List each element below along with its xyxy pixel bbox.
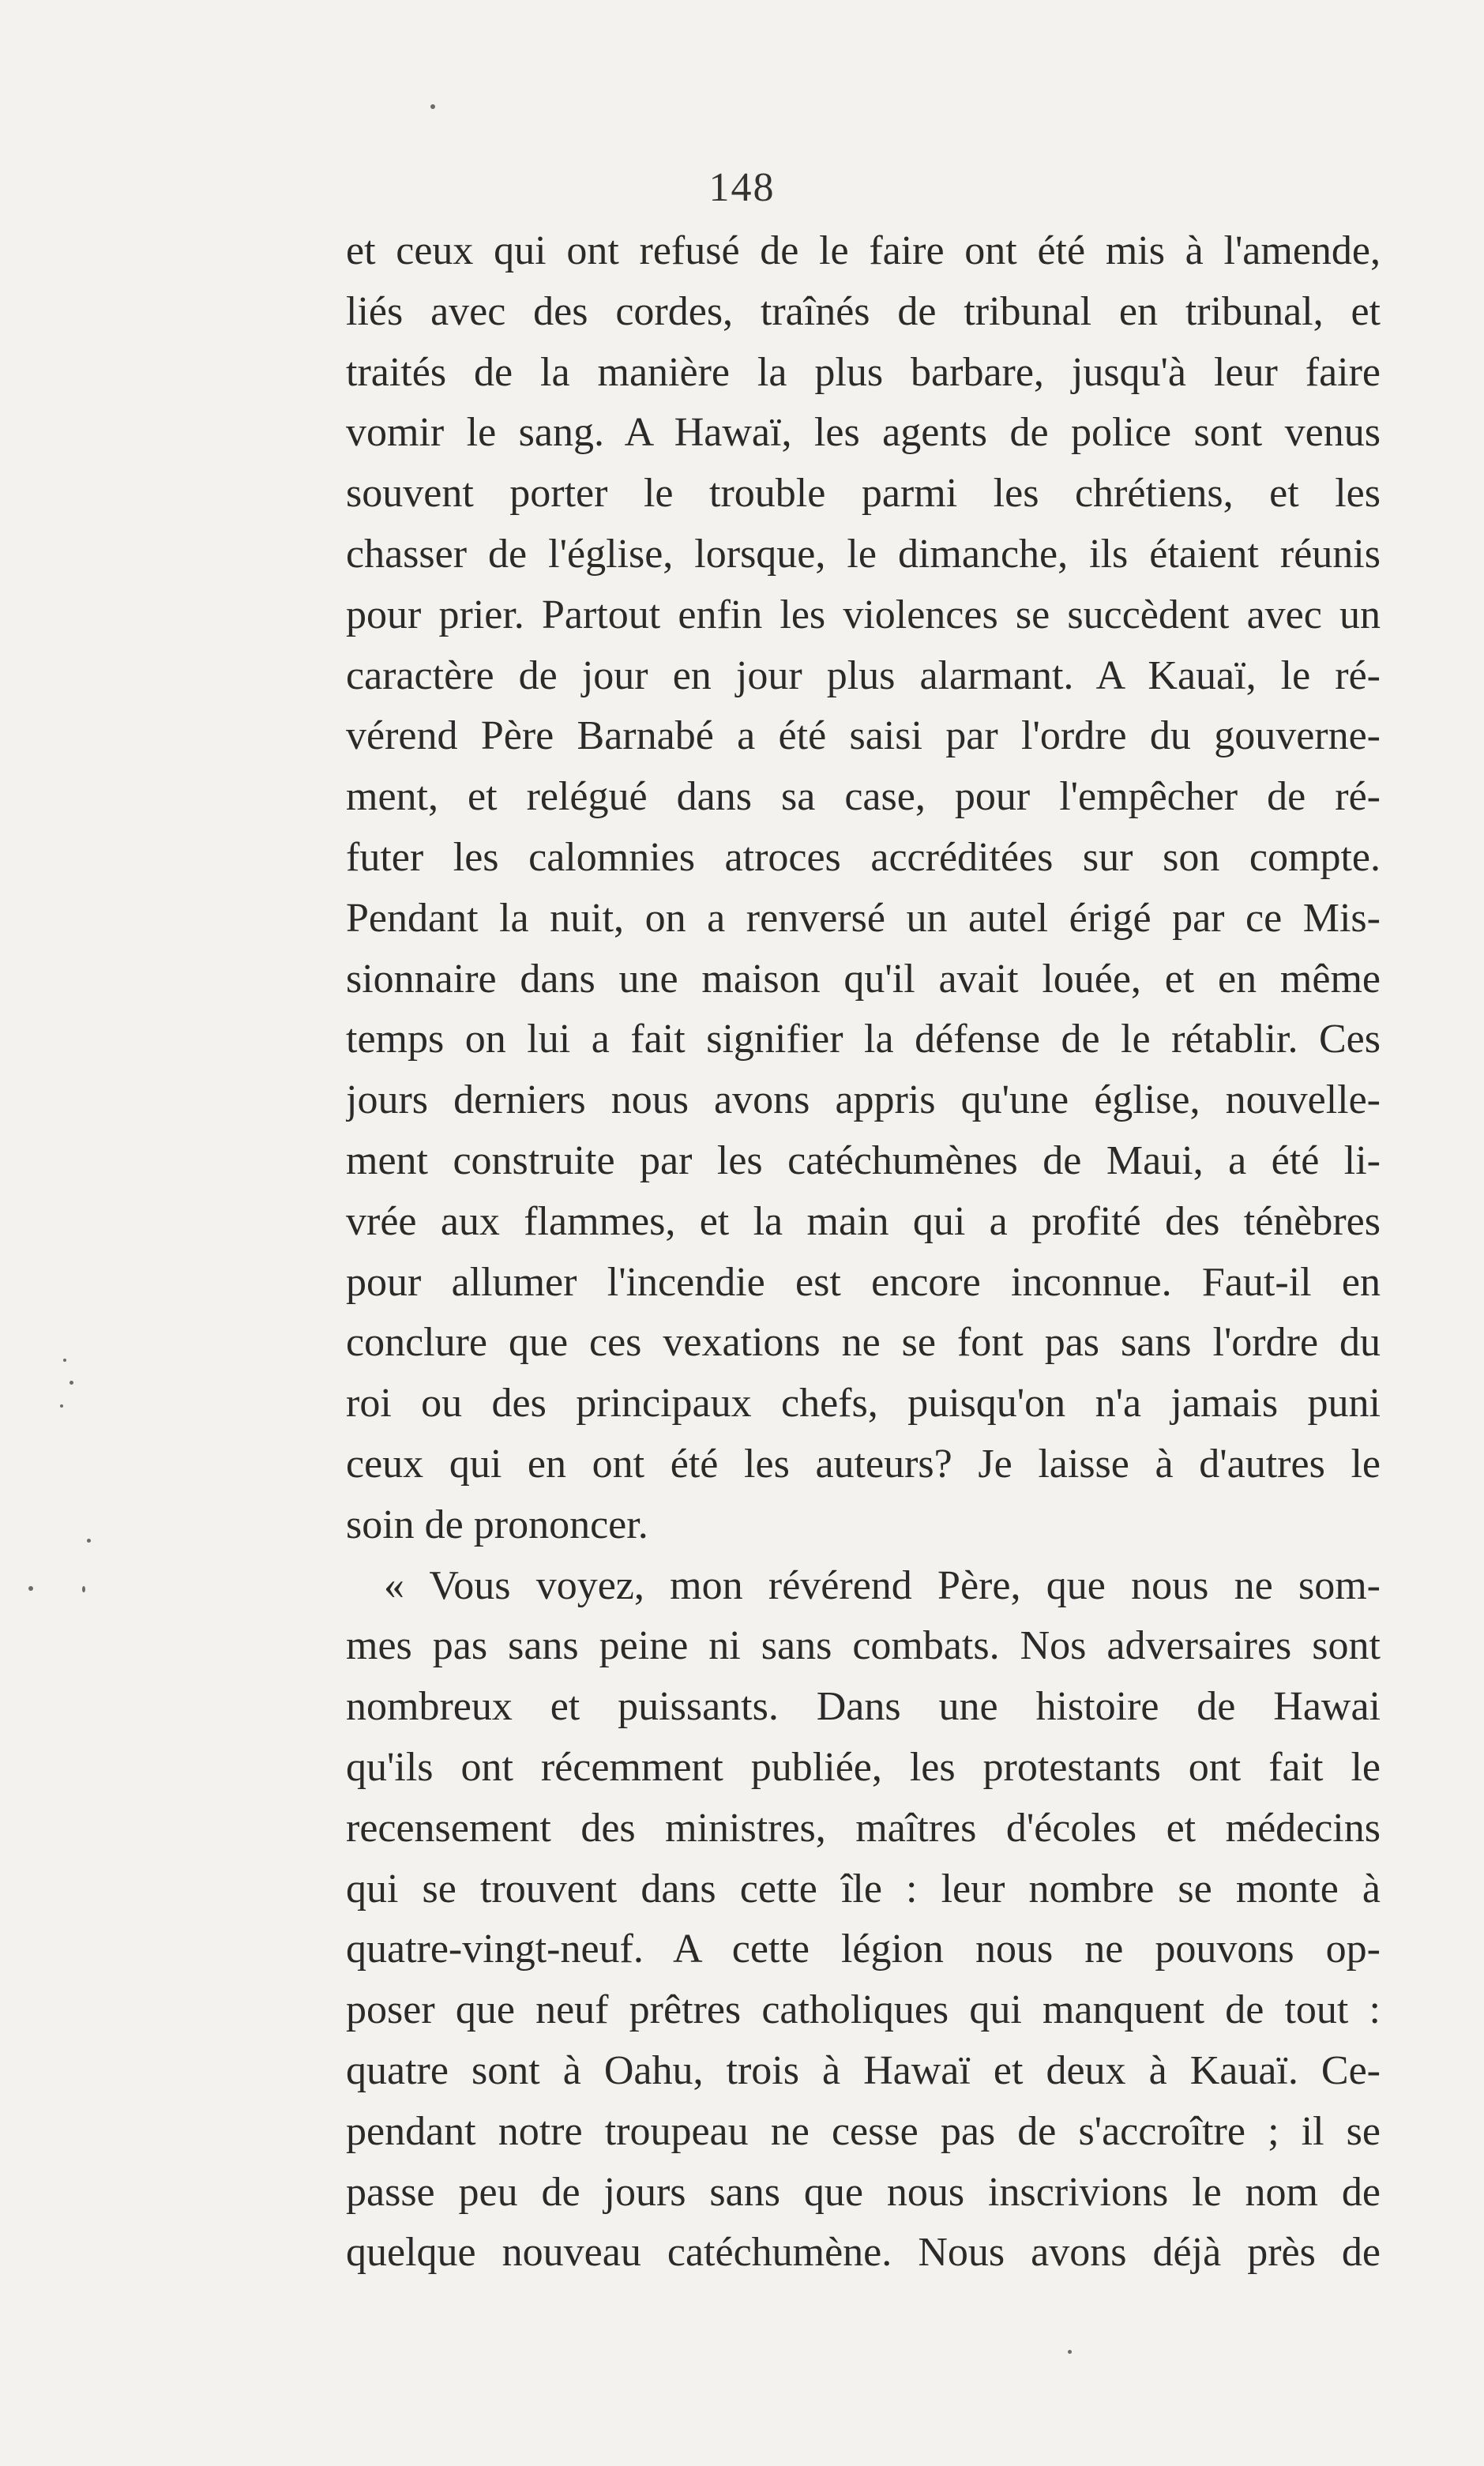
text-line: quelque nouveau catéchumène. Nous avons déjà près de	[346, 2230, 1381, 2276]
text-line: ment construite par les catéchumènes de Maui, a été li-	[346, 1137, 1381, 1183]
text-line: ment, et relégué dans sa case, pour l'empêcher de ré-	[346, 774, 1381, 820]
text-line: qu'ils ont récemment publiée, les protestants ont fait le	[346, 1744, 1381, 1790]
text-line: et ceux qui ont refusé de le faire ont été mis à l'amende,	[346, 228, 1381, 273]
text-line: pour allumer l'incendie est encore inconnue. Faut-il en	[346, 1259, 1381, 1305]
text-line: caractère de jour en jour plus alarmant. A Kauaï, le ré-	[346, 652, 1381, 698]
text-line: soin de prononcer.	[346, 1502, 648, 1547]
text-line: futer les calomnies atroces accréditées sur son compte.	[346, 834, 1381, 880]
text-line: pour prier. Partout enfin les violences se succèdent avec un	[346, 592, 1381, 637]
text-line: temps on lui a fait signifier la défense de le rétablir. Ces	[346, 1017, 1381, 1062]
text-line: passe peu de jours sans que nous inscrivions le nom de	[346, 2169, 1381, 2215]
text-line: vérend Père Barnabé a été saisi par l'ordre du gouverne-	[346, 713, 1381, 759]
text-line: ceux qui en ont été les auteurs? Je laisse à d'autres le	[346, 1441, 1381, 1487]
text-line: « Vous voyez, mon révérend Père, que nous ne som-	[384, 1562, 1381, 1608]
body-text	[346, 221, 1381, 2284]
text-line: liés avec des cordes, traînés de tribunal en tribunal, et	[346, 288, 1381, 334]
text-line: conclure que ces vexations ne se font pas sans l'ordre du	[346, 1320, 1381, 1366]
text-line: quatre sont à Oahu, trois à Hawaï et deux à Kauaï. Ce-	[346, 2047, 1381, 2093]
text-line: jours derniers nous avons appris qu'une église, nouvelle-	[346, 1077, 1381, 1123]
text-line: mes pas sans peine ni sans combats. Nos adversaires sont	[346, 1623, 1381, 1669]
text-line: vrée aux flammes, et la main qui a profité des ténèbres	[346, 1198, 1381, 1244]
text-line: poser que neuf prêtres catholiques qui manquent de tout :	[346, 1987, 1381, 2033]
text-line: nombreux et puissants. Dans une histoire de Hawai	[346, 1684, 1381, 1730]
text-line: quatre-vingt-neuf. A cette légion nous ne pouvons op-	[346, 1927, 1381, 1972]
text-line: pendant notre troupeau ne cesse pas de s'accroître ; il se	[346, 2108, 1381, 2154]
text-line: vomir le sang. A Hawaï, les agents de police sont venus	[346, 410, 1381, 456]
text-line: sionnaire dans une maison qu'il avait louée, et en même	[346, 956, 1381, 1002]
text-line: roi ou des principaux chefs, puisqu'on n'a jamais puni	[346, 1381, 1381, 1427]
text-line: souvent porter le trouble parmi les chrétiens, et les	[346, 471, 1381, 517]
text-line: qui se trouvent dans cette île : leur nombre se monte à	[346, 1866, 1381, 1912]
page-number: 148	[708, 165, 776, 210]
text-line: recensement des ministres, maîtres d'écoles et médecins	[346, 1805, 1381, 1851]
text-line: Pendant la nuit, on a renversé un autel érigé par ce Mis-	[346, 895, 1381, 941]
text-line: chasser de l'église, lorsque, le dimanche, ils étaient réunis	[346, 531, 1381, 577]
text-line: traités de la manière la plus barbare, jusqu'à leur faire	[346, 349, 1381, 395]
